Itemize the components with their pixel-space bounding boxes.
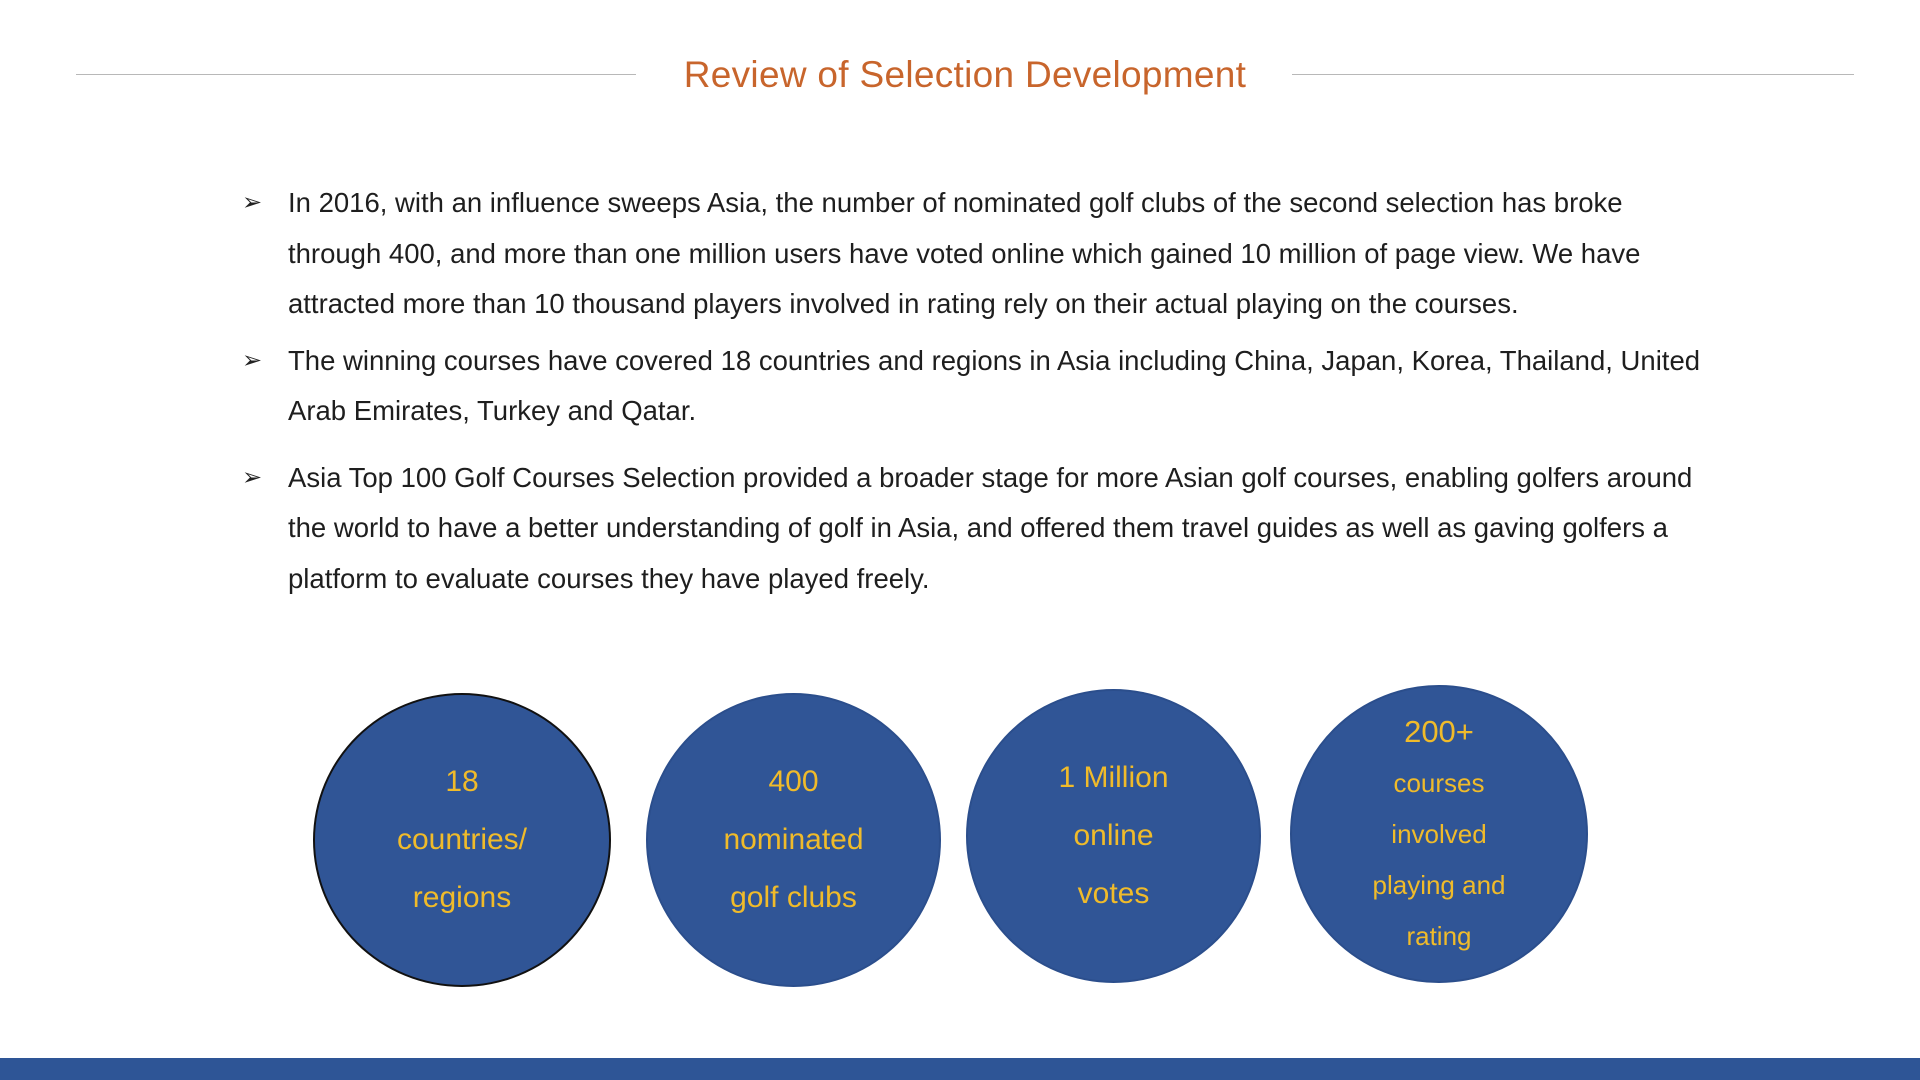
stat-line: rating bbox=[1406, 921, 1472, 951]
stat-circle-votes bbox=[966, 689, 1261, 983]
bullet-item bbox=[238, 178, 1718, 330]
stat-line: online bbox=[1073, 819, 1154, 852]
stat-line: 400 bbox=[768, 765, 819, 798]
stat-line: golf clubs bbox=[730, 881, 857, 914]
stat-line: involved bbox=[1391, 819, 1487, 849]
stat-line: countries/ bbox=[396, 823, 528, 856]
stat-circle-courses bbox=[1290, 685, 1588, 983]
stat-line: votes bbox=[1077, 877, 1150, 910]
stat-line: regions bbox=[412, 881, 512, 914]
bullet-text: The winning courses have covered 18 countries and regions in Asia including China, Japan, Korea, Thailand, United Arab Emirates, Turkey and Qatar. bbox=[288, 344, 1701, 426]
stat-circle-countries bbox=[313, 693, 611, 987]
bullet-item bbox=[238, 336, 1718, 437]
stat-line: nominated bbox=[723, 823, 864, 856]
title-row bbox=[76, 48, 1854, 102]
stat-line: courses bbox=[1393, 768, 1485, 798]
bullet-list bbox=[238, 178, 1718, 604]
title-rule-right bbox=[1292, 74, 1854, 75]
stat-line: 18 bbox=[445, 765, 479, 798]
footer-bar bbox=[0, 1058, 1920, 1080]
bullet-item bbox=[238, 453, 1718, 605]
stat-circle-clubs bbox=[646, 693, 941, 987]
page-title: Review of Selection Development bbox=[683, 54, 1247, 95]
bullet-text: Asia Top 100 Golf Courses Selection provided a broader stage for more Asian golf courses, enabling golfers around the world to have a better understanding of golf in Asia, and offered them travel guides as well as gaving golfers a platform to evaluate courses they have played freely. bbox=[288, 461, 1693, 594]
arrow-bullet-icon: ➢ bbox=[242, 189, 263, 216]
title-rule-left bbox=[76, 74, 636, 75]
arrow-bullet-icon: ➢ bbox=[242, 346, 263, 374]
stat-line: playing and bbox=[1372, 870, 1506, 900]
stat-line: 1 Million bbox=[1058, 761, 1169, 794]
arrow-bullet-icon: ➢ bbox=[242, 463, 263, 491]
bullet-text: In 2016, with an influence sweeps Asia, the number of nominated golf clubs of the second selection has broke through 400, and more than one million users have voted online which gained 10 million of page view. We have attracted more than 10 thousand players involved in rating rely on their actual playing on the courses. bbox=[288, 187, 1641, 319]
stat-headline: 200+ bbox=[1404, 714, 1474, 749]
